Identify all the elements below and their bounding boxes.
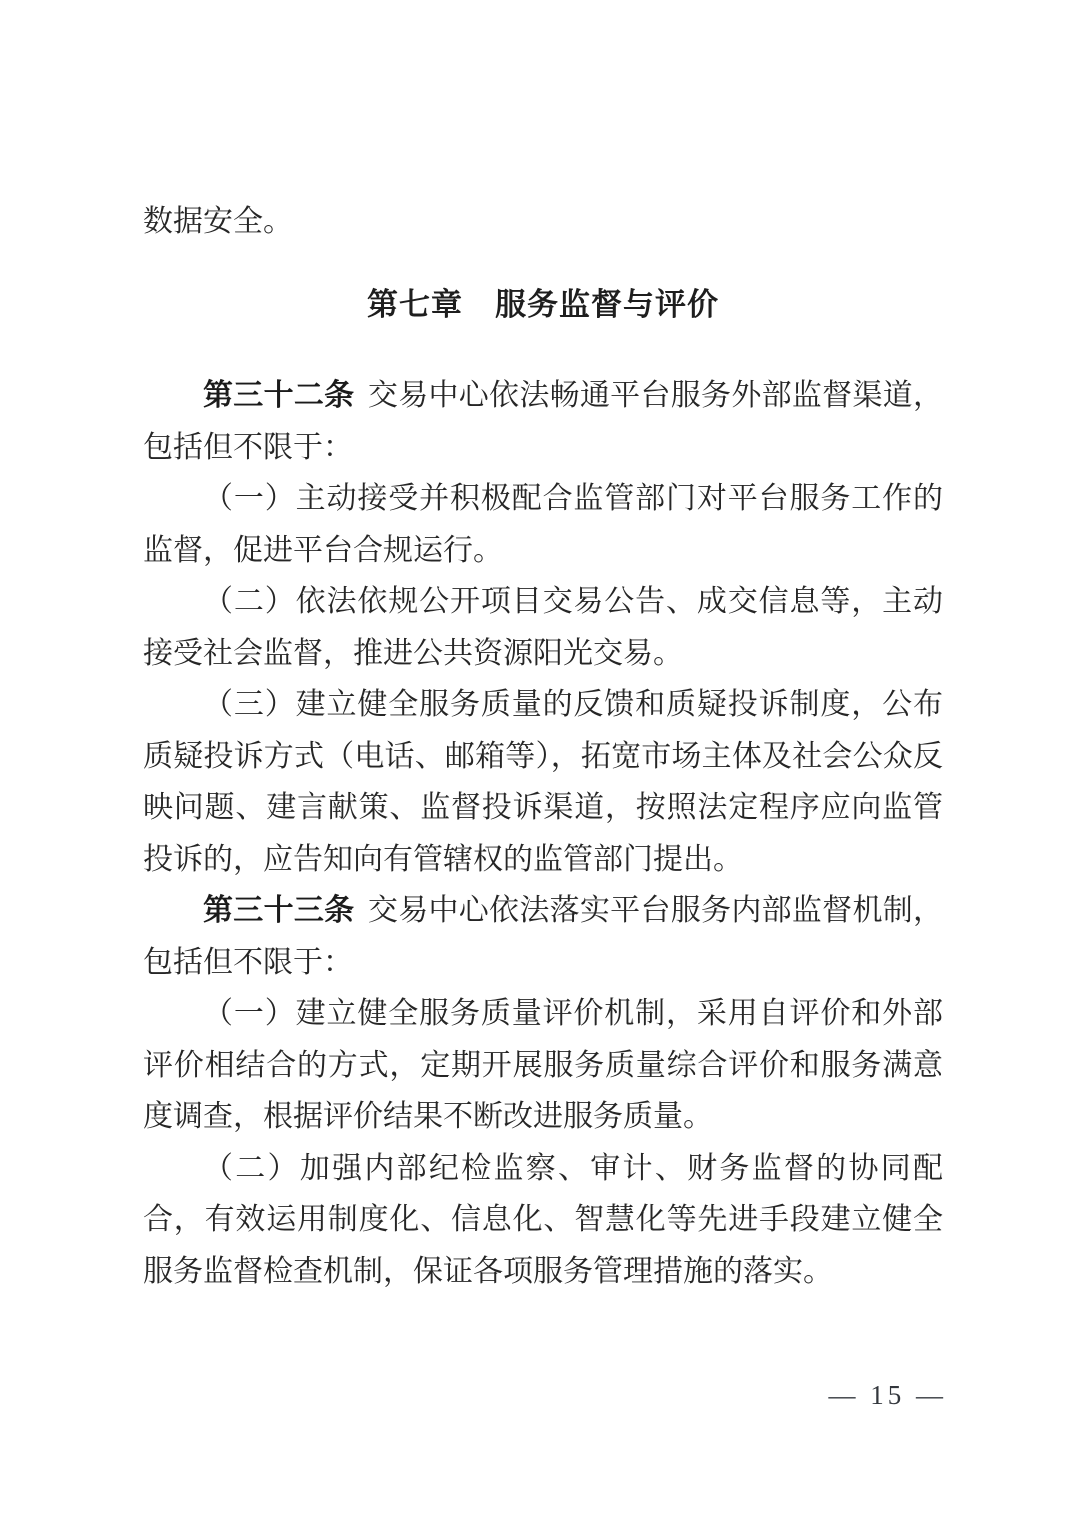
chapter-heading: 第七章 服务监督与评价 bbox=[367, 287, 719, 322]
paragraph-text: （三）建立健全服务质量的反馈和质疑投诉制度，公布质疑投诉方式（电话、邮箱等），拓宽市场主体及社会公众反映问题、建言献策、监督投诉渠道，按照法定程序应向监管投诉的，应告知向有管辖权的监管部门提出。 bbox=[143, 688, 943, 876]
document-paragraph bbox=[143, 473, 943, 576]
paragraph-text: （二）加强内部纪检监察、审计、财务监督的协同配合，有效运用制度化、信息化、智慧化等先进手段建立健全服务监督检查机制，保证各项服务管理措施的落实。 bbox=[143, 1151, 943, 1288]
document-paragraph bbox=[143, 576, 943, 679]
paragraph-text: （一）主动接受并积极配合监管部门对平台服务工作的监督，促进平台合规运行。 bbox=[143, 482, 943, 567]
document-paragraph bbox=[143, 885, 943, 988]
paragraph-text: 交易中心依法落实平台服务内部监督机制，包括但不限于： bbox=[143, 894, 944, 979]
article-number: 第三十三条 bbox=[203, 894, 355, 927]
paragraph-text: （一）建立健全服务质量评价机制，采用自评价和外部评价相结合的方式，定期开展服务质量综合评价和服务满意度调查，根据评价结果不断改进服务质量。 bbox=[143, 997, 943, 1133]
paragraph-text: 交易中心依法畅通平台服务外部监督渠道，包括但不限于： bbox=[143, 379, 944, 464]
document-paragraph bbox=[143, 1143, 943, 1298]
article-number: 第三十二条 bbox=[203, 379, 355, 412]
page-number: — 15 — bbox=[828, 1380, 947, 1410]
document-body bbox=[143, 370, 943, 1297]
document-paragraph bbox=[143, 679, 943, 885]
document-paragraph bbox=[143, 370, 943, 473]
continuation-text: 数据安全。 bbox=[143, 205, 293, 238]
document-paragraph bbox=[143, 988, 943, 1143]
paragraph-text: （二）依法依规公开项目交易公告、成交信息等，主动接受社会监督，推进公共资源阳光交易。 bbox=[143, 585, 943, 670]
